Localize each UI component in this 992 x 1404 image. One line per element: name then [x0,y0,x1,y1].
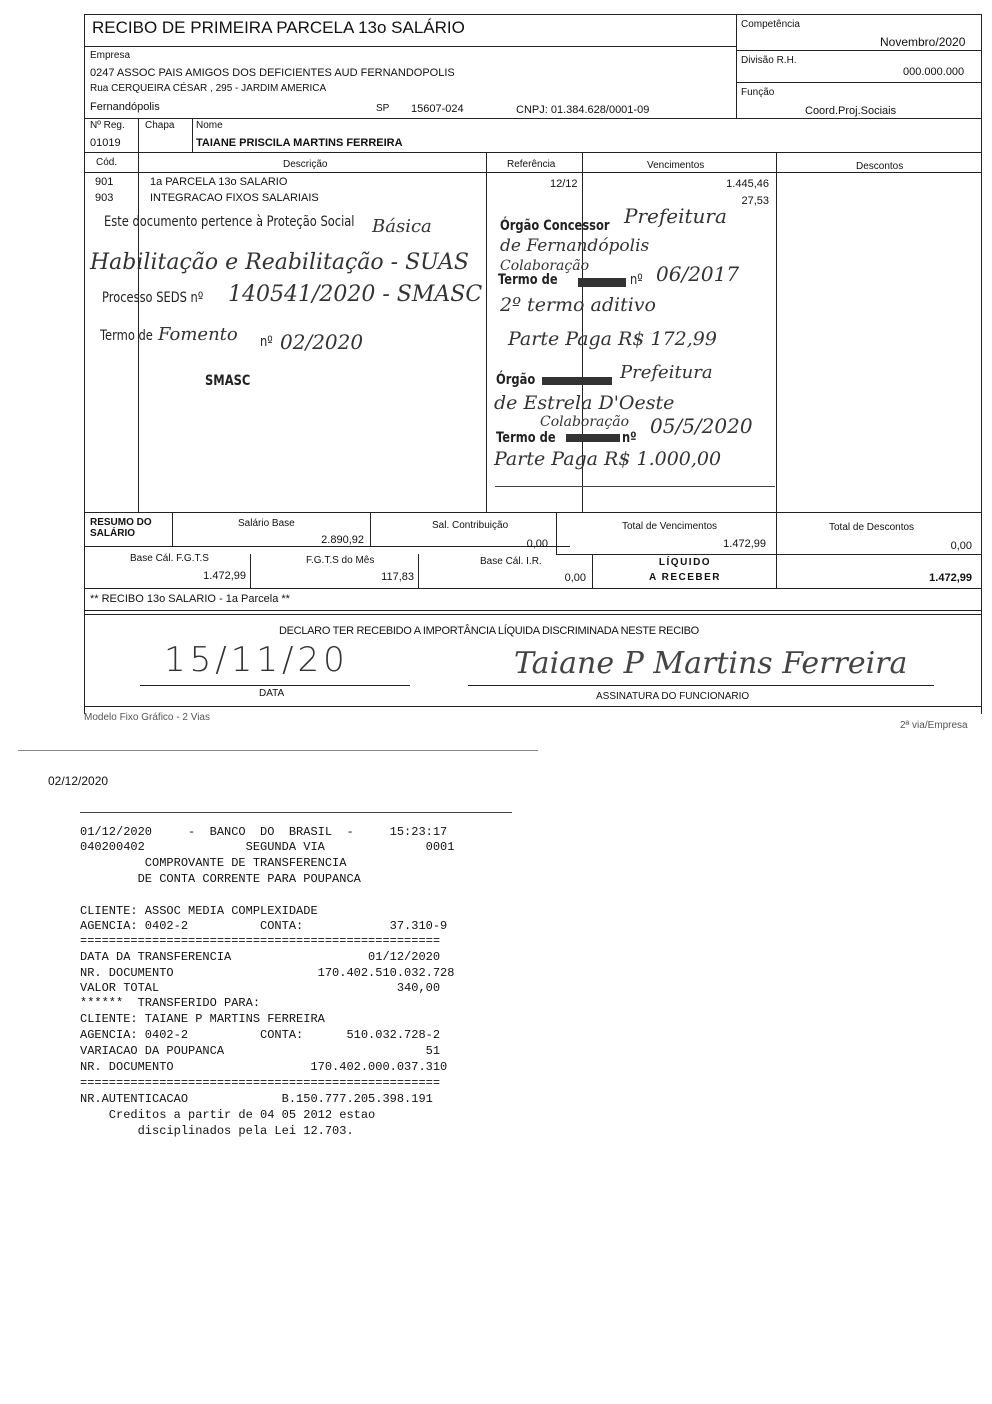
stamp-termo2-label: Termo de [496,430,556,446]
total-desc-value: 0,00 [950,540,972,552]
nreg-label: Nº Reg. [90,120,125,131]
col-descricao: Descrição [283,159,328,170]
stamp-smasc: SMASC [205,373,251,389]
bank-top-rule [80,812,512,813]
bank-line: AGENCIA: 0402-2 CONTA: 510.032.728-2 [80,1028,441,1042]
salario-base-value: 2.890,92 [321,534,364,546]
print-date: 02/12/2020 [48,774,109,788]
stamp-termo1-label: Termo de [498,272,558,288]
fgts-mes-label: F.G.T.S do Mês [306,555,375,566]
base-fgts-value: 1.472,99 [203,570,246,582]
col-descontos: Descontos [856,161,904,172]
via-text: 2ª via/Empresa [900,720,968,731]
signature: Taiane P Martins Ferreira [514,646,908,681]
stamp-processo-label: Processo SEDS nº [102,290,204,306]
bank-line: disciplinados pela Lei 12.703. [80,1124,354,1138]
stamp-hand-habilitacao: Habilitação e Reabilitação - SUAS [90,250,469,275]
stamp-hand-parte2: Parte Paga R$ 1.000,00 [494,448,722,470]
divisao-label: Divisão R.H. [741,55,797,66]
stamp-hand-colab2: Colaboração [540,414,630,430]
modelo-text: Modelo Fixo Gráfico - 2 Vias [84,712,210,723]
funcao-value: Coord.Proj.Sociais [805,105,897,117]
redaction-mark [542,377,612,385]
stamp-hand-orgao2: Prefeitura [620,362,713,383]
stamp-hand-termo2: 05/5/2020 [650,414,753,438]
empresa-address: Rua CERQUEIRA CÉSAR , 295 - JARDIM AMERICA [90,83,327,94]
bank-line: ================================================== [80,1076,441,1090]
competencia-label: Competência [741,19,800,30]
liquido-label: LÍQUIDO [658,557,712,568]
nome-value: TAIANE PRISCILA MARTINS FERREIRA [196,137,403,149]
stamp-termo2-no: nº [622,430,637,446]
empresa-cep: 15607-024 [411,103,464,115]
stamp-hand-processo: 140541/2020 - SMASC [228,282,483,307]
bank-line: Creditos a partir de 04 05 2012 estao [80,1108,376,1122]
salario-base-label: Salário Base [238,518,295,529]
bank-line: NR. DOCUMENTO 170.402.510.032.728 [80,966,455,980]
bank-line: CLIENTE: ASSOC MEDIA COMPLEXIDADE [80,904,318,918]
data-label: DATA [259,688,285,699]
stamp-hand-orgao1-city: de Fernandópolis [500,236,650,256]
base-ir-label: Base Cál. I.R. [480,556,542,567]
item-cod: 903 [95,192,114,204]
competencia-value: Novembro/2020 [880,35,966,49]
col-referencia: Referência [507,159,556,170]
empresa-city: Fernandópolis [90,101,160,113]
total-venc-label: Total de Vencimentos [622,521,718,532]
stamp-hand-parte1: Parte Paga R$ 172,99 [508,328,717,350]
bank-line: 040200402 SEGUNDA VIA 0001 [80,840,455,854]
declaro-text: DECLARO TER RECEBIDO A IMPORTÂNCIA LÍQUIDA DISCRIMINADA NESTE RECIBO [279,625,699,637]
empresa-cnpj: CNPJ: 01.384.628/0001-09 [516,104,650,116]
stamp-line1: Este documento pertence à Proteção Social [104,214,355,230]
item-cod: 901 [95,176,114,188]
stamp-underline [495,486,775,487]
nome-label: Nome [196,120,223,131]
bank-line: DATA DA TRANSFERENCIA 01/12/2020 [80,950,441,964]
bank-line: NR. DOCUMENTO 170.402.000.037.310 [80,1060,448,1074]
empresa-name: 0247 ASSOC PAIS AMIGOS DOS DEFICIENTES AUD FERNANDOPOLIS [90,67,455,79]
stamp-hand-orgao1: Prefeitura [624,204,727,228]
stamp-hand-colab1: Colaboração [500,258,590,274]
funcao-label: Função [741,87,775,98]
sal-contrib-value: 0,00 [526,538,548,550]
liquido-value: 1.472,99 [929,572,972,584]
total-desc-label: Total de Descontos [829,522,915,533]
bank-line: DE CONTA CORRENTE PARA POUPANCA [80,872,361,886]
bank-line: VALOR TOTAL 340,00 [80,981,441,995]
stamp-termo-no: nº [260,334,273,350]
stamp-hand-fomento: Fomento [158,324,238,345]
stamp-hand-aditivo: 2º termo aditivo [500,294,656,316]
item-desc: 1a PARCELA 13o SALARIO [150,176,288,188]
bank-line: ================================================== [80,934,441,948]
bank-line: 01/12/2020 - BANCO DO BRASIL - 15:23:17 [80,825,448,839]
total-venc-value: 1.472,99 [723,538,766,550]
receipt-title: RECIBO DE PRIMEIRA PARCELA 13o SALÁRIO [92,18,465,37]
stamp-hand-termo-num: 02/2020 [280,330,364,354]
footnote: ** RECIBO 13o SALARIO - 1a Parcela ** [90,593,290,605]
assinatura-label: ASSINATURA DO FUNCIONARIO [596,691,750,702]
stamp-hand-termo1: 06/2017 [656,262,740,286]
item-ref: 12/12 [550,178,578,190]
stamp-orgao2-label: Órgão [496,372,536,388]
date-handwritten: 15/11/20 [164,640,349,680]
empresa-state: SP [376,103,390,114]
a-receber-label: A RECEBER [648,572,722,583]
item-venc: 1.445,46 [726,178,769,190]
stamp-hand-orgao2-city: de Estrela D'Oeste [494,392,675,414]
stamp-orgao1-label: Órgão Concessor [500,218,610,234]
bank-line: NR.AUTENTICACAO B.150.777.205.398.191 [80,1092,433,1106]
base-ir-value: 0,00 [564,572,586,584]
item-venc: 27,53 [741,195,769,207]
bank-line: CLIENTE: TAIANE P MARTINS FERREIRA [80,1012,325,1026]
stamp-hand-basica: Básica [372,216,432,237]
bank-line: ****** TRANSFERIDO PARA: [80,996,261,1010]
divisao-value: 000.000.000 [903,66,965,78]
bank-line: VARIACAO DA POUPANCA 51 [80,1044,441,1058]
empresa-label: Empresa [90,50,131,61]
bank-line: COMPROVANTE DE TRANSFERENCIA [80,856,347,870]
bank-line: AGENCIA: 0402-2 CONTA: 37.310-9 [80,919,448,933]
redaction-mark [566,434,620,442]
redaction-mark [578,278,626,287]
chapa-label: Chapa [145,120,175,131]
nreg-value: 01019 [90,137,121,149]
col-vencimentos: Vencimentos [647,160,705,171]
divider [18,750,538,751]
stamp-termo-label: Termo de [100,328,153,344]
item-desc: INTEGRACAO FIXOS SALARIAIS [150,192,319,204]
stamp-termo1-no: nº [630,272,643,288]
base-fgts-label: Base Cál. F.G.T.S [130,553,209,564]
resumo-label: RESUMO DO SALÁRIO [90,517,152,539]
col-cod: Cód. [96,157,118,168]
fgts-mes-value: 117,83 [381,571,414,583]
sal-contrib-label: Sal. Contribuição [432,520,509,531]
